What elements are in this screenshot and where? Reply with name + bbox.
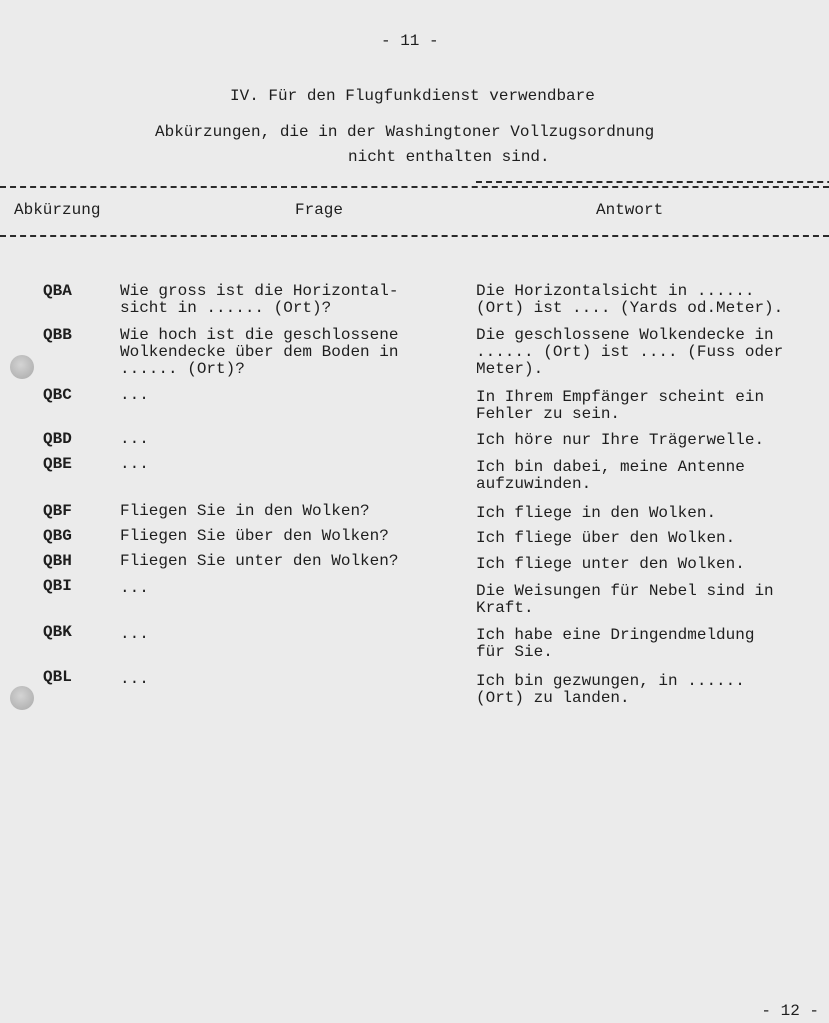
row-question-line: ... <box>120 579 149 597</box>
row-answer-line: In Ihrem Empfänger scheint ein <box>476 388 765 406</box>
punch-hole <box>10 686 34 710</box>
section-title-line-2: Abkürzungen, die in der Washingtoner Vollzugsordnung <box>155 123 655 141</box>
header-rule-top <box>476 181 829 183</box>
section-title-line-1: IV. Für den Flugfunkdienst verwendbare <box>230 87 595 105</box>
row-question-line: Wie hoch ist die geschlossene <box>120 326 399 344</box>
row-answer-line: Fehler zu sein. <box>476 405 621 423</box>
row-question-line: Fliegen Sie unter den Wolken? <box>120 552 399 570</box>
row-code: QBI <box>43 577 72 595</box>
row-answer-line: Meter). <box>476 360 544 378</box>
column-header-antwort: Antwort <box>596 201 664 219</box>
row-answer-line: Ich habe eine Dringendmeldung <box>476 626 755 644</box>
row-code: QBE <box>43 455 72 473</box>
column-header-frage: Frage <box>295 201 344 219</box>
row-question-line: ... <box>120 386 149 404</box>
row-question-line: Wolkendecke über dem Boden in <box>120 343 399 361</box>
row-question-line: ... <box>120 455 149 473</box>
section-title-line-3: nicht enthalten sind. <box>348 148 550 166</box>
row-question-line: ...... (Ort)? <box>120 360 245 378</box>
row-answer-line: Ich fliege in den Wolken. <box>476 504 717 522</box>
row-code: QBC <box>43 386 72 404</box>
row-answer-line: Kraft. <box>476 599 534 617</box>
row-answer-line: Ich bin dabei, meine Antenne <box>476 458 745 476</box>
row-code: QBB <box>43 326 72 344</box>
row-answer-line: Die Weisungen für Nebel sind in <box>476 582 774 600</box>
header-rule-bottom <box>0 235 829 237</box>
row-code: QBH <box>43 552 72 570</box>
row-answer-line: (Ort) ist .... (Yards od.Meter). <box>476 299 784 317</box>
row-code: QBA <box>43 282 72 300</box>
row-question-line: Fliegen Sie in den Wolken? <box>120 502 370 520</box>
row-question-line: ... <box>120 625 149 643</box>
punch-hole <box>10 355 34 379</box>
row-code: QBK <box>43 623 72 641</box>
column-header-abkuerzung: Abkürzung <box>14 201 101 219</box>
row-question-line: Fliegen Sie über den Wolken? <box>120 527 389 545</box>
next-page-number: - 12 - <box>761 1002 819 1020</box>
row-code: QBG <box>43 527 72 545</box>
header-rule-top-second <box>0 186 829 188</box>
row-question-line: ... <box>120 670 149 688</box>
row-code: QBF <box>43 502 72 520</box>
page-number: - 11 - <box>381 32 439 50</box>
row-answer-line: Ich fliege unter den Wolken. <box>476 555 745 573</box>
row-answer-line: Die Horizontalsicht in ...... <box>476 282 755 300</box>
row-question-line: sicht in ...... (Ort)? <box>120 299 332 317</box>
row-answer-line: Ich fliege über den Wolken. <box>476 529 736 547</box>
row-answer-line: Die geschlossene Wolkendecke in <box>476 326 774 344</box>
row-code: QBL <box>43 668 72 686</box>
row-code: QBD <box>43 430 72 448</box>
row-answer-line: ...... (Ort) ist .... (Fuss oder <box>476 343 784 361</box>
row-answer-line: Ich bin gezwungen, in ...... <box>476 672 745 690</box>
row-answer-line: Ich höre nur Ihre Trägerwelle. <box>476 431 765 449</box>
row-answer-line: aufzuwinden. <box>476 475 592 493</box>
row-question-line: Wie gross ist die Horizontal- <box>120 282 399 300</box>
row-answer-line: für Sie. <box>476 643 553 661</box>
row-answer-line: (Ort) zu landen. <box>476 689 630 707</box>
row-question-line: ... <box>120 430 149 448</box>
